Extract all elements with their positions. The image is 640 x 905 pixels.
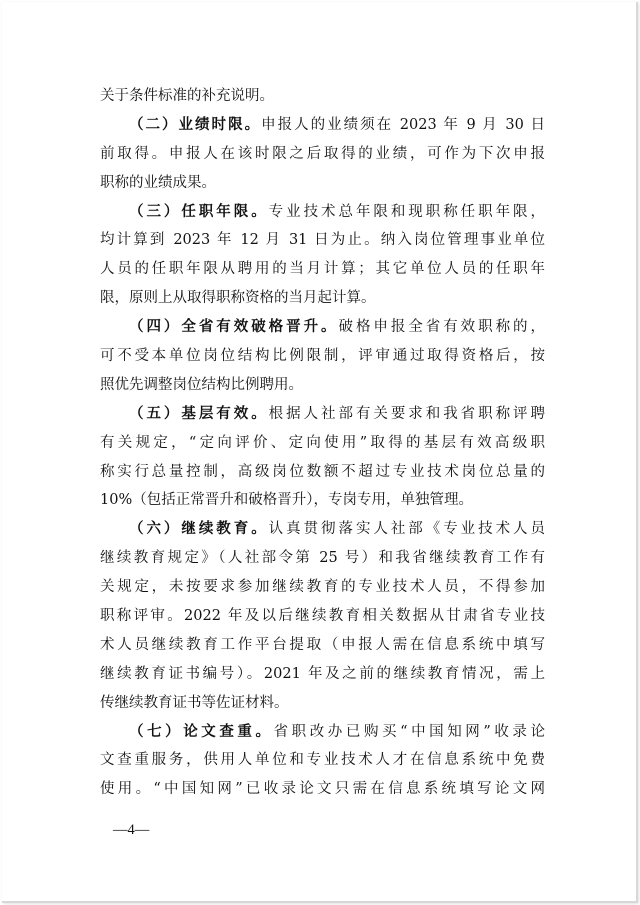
section-7-line: 文查重服务，供用人单位和专业技术人才在信息系统中免费 <box>100 752 545 769</box>
section-4-line: 照优先调整岗位结构比例聘用。 <box>100 376 303 393</box>
section-4-first-line: （四）全省有效破格晋升。破格申报全省有效职称的， <box>129 319 546 336</box>
section-4-heading: （四）全省有效破格晋升。 <box>129 319 339 336</box>
intro-line: 关于条件标准的补充说明。 <box>100 88 274 104</box>
section-7-first-line: （七）论文查重。省职改办已购买“中国知网”收录论 <box>129 723 546 740</box>
section-6-line: 关规定，未按要求参加继续教育的专业技术人员，不得参加 <box>100 579 545 596</box>
section-6-line: 传继续教育证书等佐证材料。 <box>100 694 289 711</box>
section-5-line: 10%（包括正常晋升和破格晋升），专岗专用，单独管理。 <box>100 492 473 509</box>
section-5-line: 称实行总量控制，高级岗位数额不超过专业技术岗位总量的 <box>100 463 545 480</box>
section-4-line: 可不受本单位岗位结构比例限制，评审通过取得资格后，按 <box>100 348 545 365</box>
section-7-heading: （七）论文查重。 <box>129 723 274 740</box>
section-2-heading: （二）业绩时限。 <box>129 116 262 133</box>
section-5-first-line: （五）基层有效。根据人社部有关要求和我省职称评聘 <box>129 405 546 422</box>
section-2-line: 前取得。申报人在该时限之后取得的业绩，可作为下次申报 <box>100 145 545 162</box>
section-3-line: 均计算到 2023 年 12 月 31 日为止。纳入岗位管理事业单位 <box>100 232 545 249</box>
section-3-line: 人员的任职年限从聘用的当月计算；其它单位人员的任职年 <box>100 261 545 278</box>
section-6-line: 继续教育证书编号）。2021 年及之前的继续教育情况，需上 <box>100 665 545 682</box>
section-3-heading: （三）任职年限。 <box>129 203 269 220</box>
section-6-line: 术人员继续教育工作平台提取（申报人需在信息系统中填写 <box>100 636 545 653</box>
page-number: —4— <box>113 822 150 838</box>
document-body <box>100 82 545 804</box>
section-6-first-line: （六）继续教育。认真贯彻落实人社部《专业技术人员 <box>129 521 546 538</box>
section-2-first-line: （二）业绩时限。申报人的业绩须在 2023 年 9 月 30 日 <box>129 116 546 133</box>
section-5-line: 有关规定，“定向评价、定向使用”取得的基层有效高级职 <box>100 434 545 451</box>
document-page <box>2 2 638 903</box>
section-2-line: 职称的业绩成果。 <box>100 174 216 191</box>
section-7-line: 使用。“中国知网”已收录论文只需在信息系统填写论文网 <box>100 781 545 798</box>
section-6-line: 职称评审。2022 年及以后继续教育相关数据从甘肃省专业技 <box>100 608 545 625</box>
section-3-line: 限，原则上从取得职称资格的当月起计算。 <box>100 290 376 307</box>
section-5-heading: （五）基层有效。 <box>129 405 269 422</box>
section-3-first-line: （三）任职年限。专业技术总年限和现职称任职年限， <box>129 203 546 220</box>
section-6-line: 继续教育规定》（人社部令第 25 号）和我省继续教育工作有 <box>100 550 545 567</box>
section-6-heading: （六）继续教育。 <box>129 521 269 538</box>
